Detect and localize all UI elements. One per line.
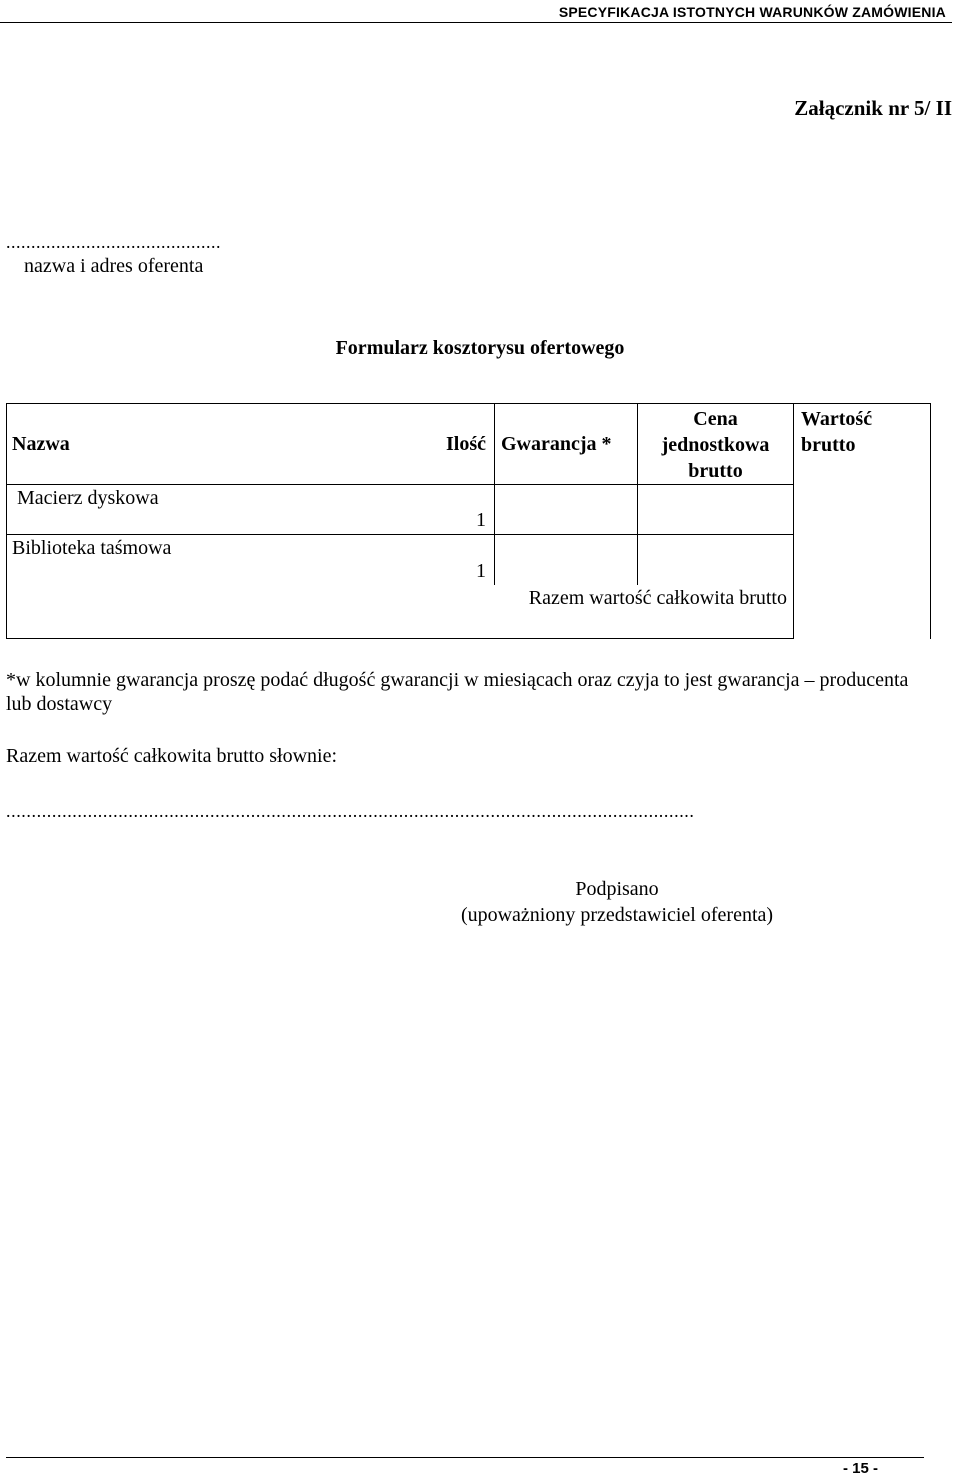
header-unit-price: Cena jednostkowa brutto	[638, 404, 794, 485]
header-rule	[0, 22, 952, 23]
row-warranty	[495, 485, 638, 535]
offeror-dotted-line: ...........................................	[6, 232, 221, 252]
signature-label: Podpisano	[575, 878, 659, 900]
header-gross-value: Wartość brutto	[794, 404, 931, 639]
table-header-row	[7, 404, 931, 485]
footer-rule	[6, 1457, 924, 1458]
row-warranty	[495, 535, 638, 585]
total-label-cell	[495, 585, 794, 639]
total-row	[7, 585, 931, 639]
row-qty: 1	[412, 485, 495, 535]
header-qty: Ilość	[412, 404, 495, 485]
signature-role: (upoważniony przedstawiciel oferenta)	[460, 904, 774, 926]
header-warranty: Gwarancja *	[495, 404, 638, 485]
row-name: Macierz dyskowa	[7, 485, 412, 535]
running-header: SPECYFIKACJA ISTOTNYCH WARUNKÓW ZAMÓWIENIA	[558, 4, 946, 20]
row-unit-price	[638, 485, 794, 535]
page-number: - 15 -	[842, 1460, 878, 1477]
cost-table	[6, 403, 931, 639]
form-title: Formularz kosztorysu ofertowego	[335, 337, 625, 359]
row-name: Biblioteka taśmowa	[7, 535, 412, 585]
attachment-label: Załącznik nr 5/ II	[794, 96, 952, 120]
total-in-words-dotted-line: .......................................................................................................................................	[6, 801, 695, 821]
row-unit-price	[638, 535, 794, 585]
warranty-footnote: *w kolumnie gwarancja proszę podać długość gwarancji w miesiącach oraz czyja to jest gwarancja – producenta lub dostawcy	[6, 669, 909, 715]
row-qty: 1	[412, 535, 495, 585]
total-in-words-label: Razem wartość całkowita brutto słownie:	[6, 745, 338, 767]
header-name: Nazwa	[7, 404, 412, 485]
offeror-label: nazwa i adres oferenta	[24, 255, 204, 277]
table-row	[7, 535, 931, 585]
total-label: Razem wartość całkowita brutto	[528, 586, 787, 609]
table-row	[7, 485, 931, 535]
